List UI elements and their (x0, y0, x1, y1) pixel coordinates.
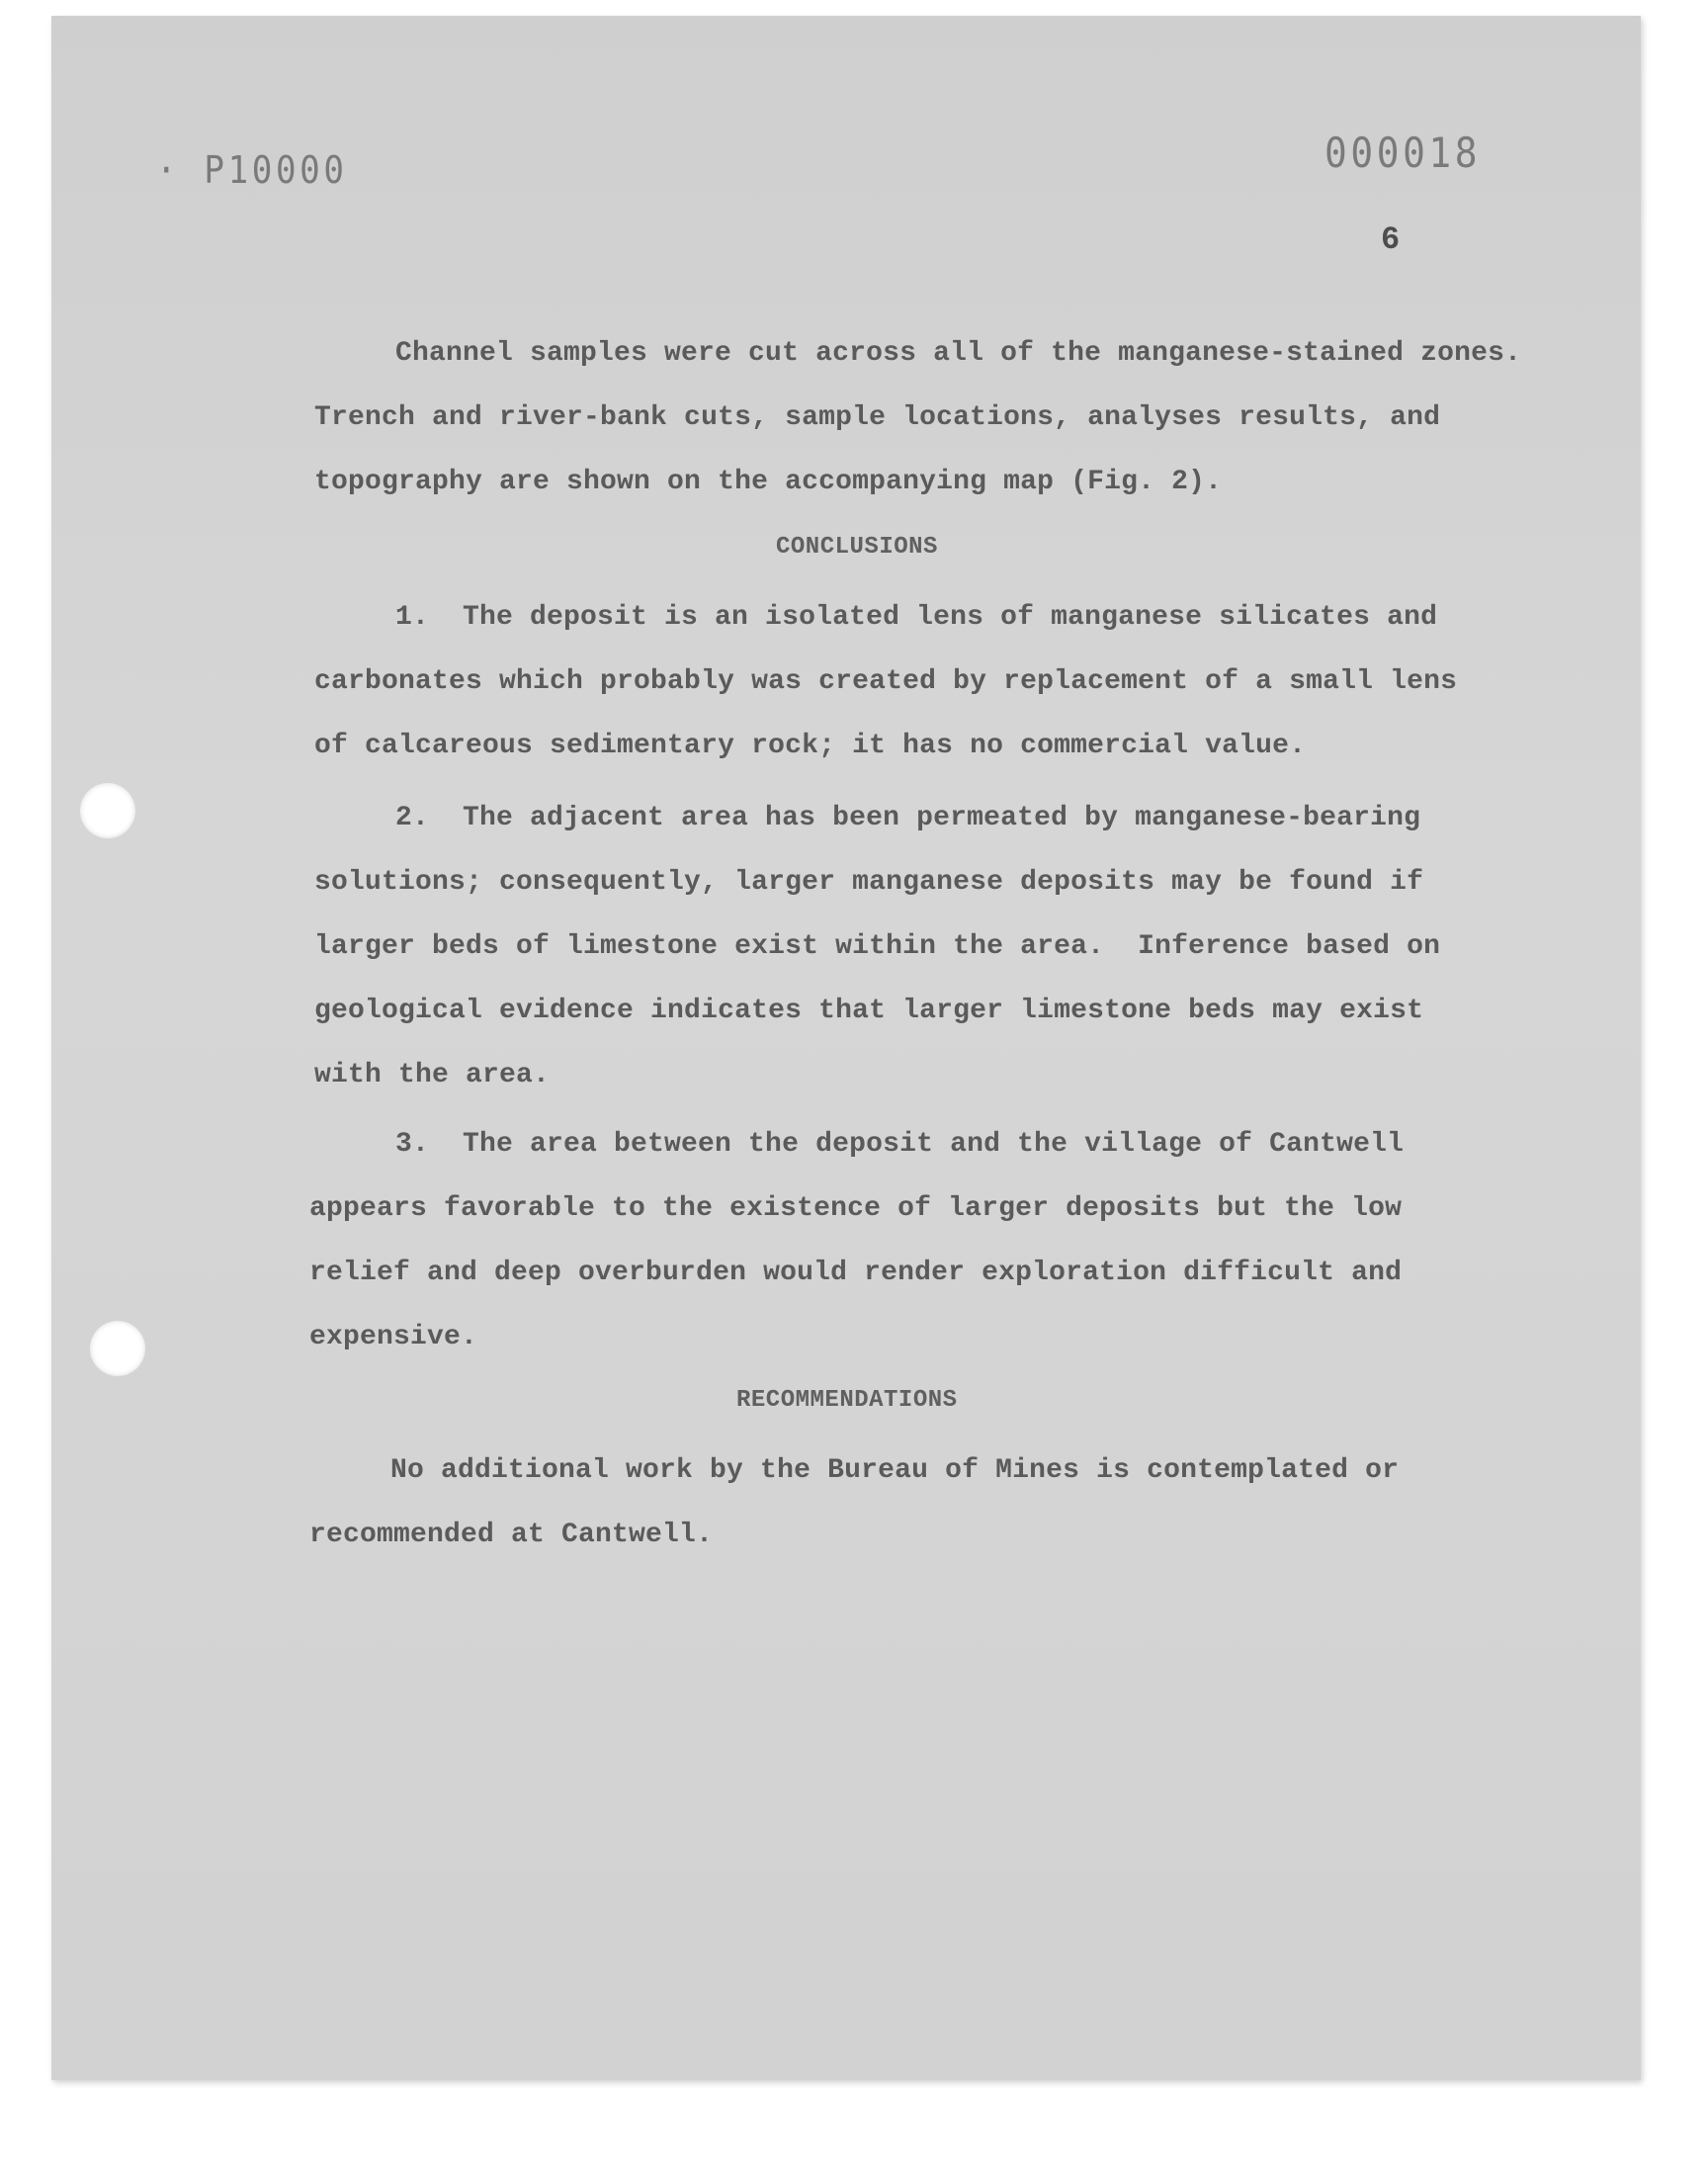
text-line: expensive. (309, 1322, 478, 1352)
page-number: 6 (1381, 221, 1401, 258)
text-line: larger beds of limestone exist within the area. Inference based on (314, 931, 1441, 962)
section-heading-conclusions: CONCLUSIONS (776, 534, 938, 561)
text-line: No additional work by the Bureau of Mines is contemplated or (390, 1455, 1400, 1486)
text-line: geological evidence indicates that larger limestone beds may exist (314, 996, 1424, 1026)
text-line: carbonates which probably was created by replacement of a small lens (314, 666, 1458, 697)
text-line: 2. The adjacent area has been permeated by manganese-bearing (395, 803, 1421, 833)
text-line: Trench and river-bank cuts, sample locations, analyses results, and (314, 402, 1441, 433)
section-heading-recommendations: RECOMMENDATIONS (736, 1387, 958, 1414)
text-line: relief and deep overburden would render exploration difficult and (309, 1258, 1403, 1288)
text-line: Channel samples were cut across all of the manganese-stained zones. (395, 338, 1522, 369)
text-line: with the area. (314, 1060, 551, 1090)
text-line: appears favorable to the existence of larger deposits but the low (309, 1193, 1403, 1224)
text-line: of calcareous sedimentary rock; it has no commercial value. (314, 731, 1307, 761)
stamp-code-right: 000018 (1324, 129, 1482, 177)
stamp-code-left: · P10000 (156, 148, 348, 192)
text-line: 1. The deposit is an isolated lens of manganese silicates and (395, 602, 1438, 633)
text-line: topography are shown on the accompanying map (Fig. 2). (314, 467, 1223, 497)
punch-hole (90, 1321, 145, 1376)
punch-hole (80, 783, 135, 838)
text-line: recommended at Cantwell. (309, 1520, 714, 1550)
text-line: solutions; consequently, larger manganese deposits may be found if (314, 867, 1424, 898)
text-line: 3. The area between the deposit and the village of Cantwell (395, 1129, 1405, 1160)
